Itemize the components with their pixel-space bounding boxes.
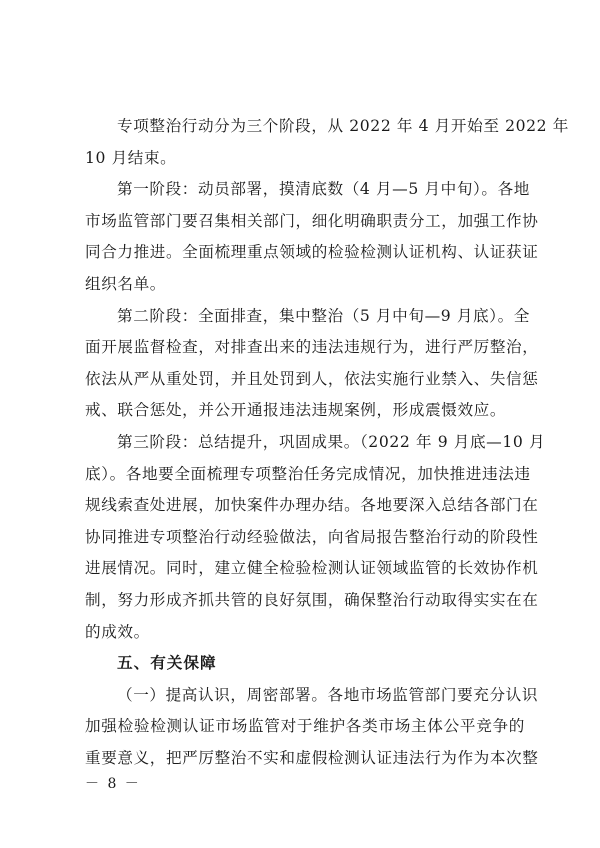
text-line: 加强检验检测认证市场监管对于维护各类市场主体公平竞争的 [85,717,525,736]
text-line: 第二阶段：全面排查，集中整治（5 月中旬—9 月底）。全 [117,306,531,325]
section-heading: 五、有关保障 [117,654,217,673]
text-line: 戒、联合惩处，并公开通报违法违规案例，形成震慑效应。 [85,401,507,420]
text-line: 10 月结束。 [85,148,177,167]
text-line: 的成效。 [85,622,150,641]
text-line: 进展情况。同时，建立健全检验检测认证领域监管的长效协作机 [85,559,539,578]
text-line: 重要意义，把严厉整治不实和虚假检测认证违法行为作为本次整 [85,749,539,767]
text-line: 制，努力形成齐抓共管的良好氛围，确保整治行动取得实实在在 [85,591,539,609]
text-line: 规线索查处进展，加快案件办理办结。各地要深入总结各部门在 [85,496,539,515]
text-line: 同合力推进。全面梳理重点领域的检验检测认证机构、认证获证 [85,243,539,262]
text-line: 市场监管部门要召集相关部门，细化明确职责分工，加强工作协 [85,211,539,230]
text-line: 底）。各地要全面梳理专项整治任务完成情况，加快推进违法违 [85,464,531,483]
text-line: 第一阶段：动员部署，摸清底数（4 月—5 月中旬）。各地 [117,180,531,199]
page-number: － 8 － [85,776,141,792]
text-line: 协同推进专项整治行动经验做法，向省局报告整治行动的阶段性 [85,527,539,546]
text-line: 专项整治行动分为三个阶段，从 2022 年 4 月开始至 2022 年 [117,117,569,135]
text-line: 第三阶段：总结提升，巩固成果。（2022 年 9 月底—10 月 [117,433,546,451]
text-line: 面开展监督检查，对排查出来的违法违规行为，进行严厉整治， [85,338,539,357]
text-line: （一）提高认识，周密部署。各地市场监管部门要充分认识 [117,685,539,704]
text-line: 组织名单。 [85,275,166,293]
text-line: 依法从严从重处罚，并且处罚到人，依法实施行业禁入、失信惩 [85,369,539,388]
